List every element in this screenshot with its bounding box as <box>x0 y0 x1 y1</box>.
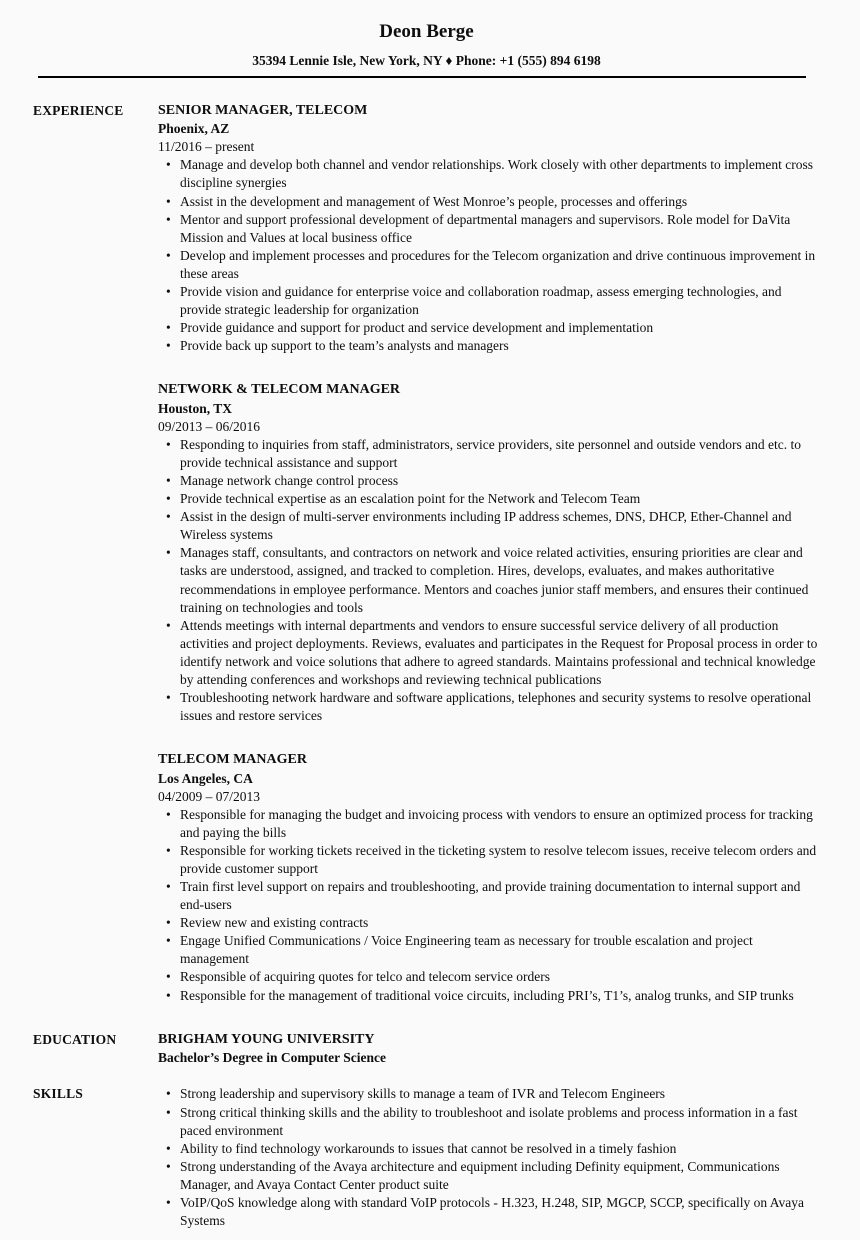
contact-line: 35394 Lennie Isle, New York, NY ♦ Phone: +1 (555) 894 6198 <box>252 52 601 68</box>
job-bullet: • Provide technical expertise as an escalation point for the Network and Telecom Team <box>158 490 820 508</box>
header-divider <box>38 76 806 78</box>
job-title: TELECOM MANAGER <box>158 752 307 768</box>
job-dates: 11/2016 – present <box>158 139 255 155</box>
job-bullet: • Attends meetings with internal departments and vendors to ensure successful service delivery of all production activities and project deployments. Reviews, evaluates and participates in the Request for Proposal process in order to identify network and voice solutions that adhere to agreed standards. Maintains professional and technical knowledge by attending conferences and workshops and reviewing technical publications <box>158 617 820 689</box>
job-entry <box>158 751 820 1004</box>
job-bullet-list <box>158 806 820 1005</box>
job-bullet-list <box>158 436 820 725</box>
education-school: BRIGHAM YOUNG UNIVERSITY <box>158 1031 375 1047</box>
job-entry <box>158 381 820 725</box>
job-bullet: • Manage and develop both channel and vendor relationships. Work closely with other departments to implement cross discipline synergies <box>158 156 820 192</box>
skills-bullet-list <box>158 1085 820 1230</box>
skill-bullet: • Strong understanding of the Avaya architecture and equipment including Definity equipment, Communications Manager, and Avaya Contact Center product suite <box>158 1158 820 1194</box>
job-bullet: • Responsible for managing the budget and invoicing process with vendors to ensure an optimized process for tracking and paying the bills <box>158 806 820 842</box>
education-label: EDUCATION <box>33 1031 117 1047</box>
experience-label: EXPERIENCE <box>33 102 124 118</box>
job-bullet: • Review new and existing contracts <box>158 914 820 932</box>
job-bullet-list <box>158 156 820 355</box>
skills-label: SKILLS <box>33 1086 83 1102</box>
job-title: NETWORK & TELECOM MANAGER <box>158 382 401 398</box>
skill-bullet: • Strong critical thinking skills and the ability to troubleshoot and isolate problems and process information in a fast paced environment <box>158 1104 820 1140</box>
job-entry <box>158 102 820 355</box>
job-bullet: • Provide back up support to the team’s analysts and managers <box>158 337 820 355</box>
job-bullet: • Responsible for the management of traditional voice circuits, including PRI’s, T1’s, analog trunks, and SIP trunks <box>158 987 820 1005</box>
job-location: Phoenix, AZ <box>158 121 230 137</box>
skills-content <box>158 1085 820 1230</box>
job-bullet: • Manages staff, consultants, and contractors on network and voice related activities, ensuring priorities are clear and tasks are understood, assigned, and tracked to completion. Hires, develops, evaluates, and makes authoritative recommendations in employee performance. Mentors and coaches junior staff members, and ensures their continued training on technologies and tools <box>158 544 820 616</box>
job-bullet: • Troubleshooting network hardware and software applications, telephones and security systems to resolve operational issues and restore services <box>158 689 820 725</box>
education-degree: Bachelor’s Degree in Computer Science <box>158 1050 386 1066</box>
education-content <box>158 1031 820 1068</box>
job-bullet: • Develop and implement processes and procedures for the Telecom organization and drive continuous improvement in these areas <box>158 247 820 283</box>
job-bullet: • Responsible of acquiring quotes for telco and telecom service orders <box>158 968 820 986</box>
section-experience <box>33 102 820 1005</box>
job-bullet: • Assist in the development and management of West Monroe’s people, processes and offerings <box>158 193 820 211</box>
job-bullet: • Engage Unified Communications / Voice Engineering team as necessary for trouble escalation and project management <box>158 932 820 968</box>
job-bullet: • Provide guidance and support for product and service development and implementation <box>158 319 820 337</box>
section-education <box>33 1031 820 1068</box>
job-bullet: • Assist in the design of multi-server environments including IP address schemes, DNS, DHCP, Ether-Channel and Wireless systems <box>158 508 820 544</box>
job-bullet: • Train first level support on repairs and troubleshooting, and provide training documentation to internal support and end-users <box>158 878 820 914</box>
section-skills <box>33 1085 820 1230</box>
job-bullet: • Responding to inquiries from staff, administrators, service providers, site personnel and outside vendors and etc. to provide technical assistance and support <box>158 436 820 472</box>
skill-bullet: • Ability to find technology workarounds to issues that cannot be resolved in a timely fashion <box>158 1140 820 1158</box>
job-dates: 09/2013 – 06/2016 <box>158 418 261 434</box>
job-title: SENIOR MANAGER, TELECOM <box>158 102 368 118</box>
person-name: Deon Berge <box>379 21 474 42</box>
job-bullet: • Provide vision and guidance for enterprise voice and collaboration roadmap, assess emerging technologies, and provide strategic leadership for organization <box>158 283 820 319</box>
skill-bullet: • VoIP/QoS knowledge along with standard VoIP protocols - H.323, H.248, SIP, MGCP, SCCP, specifically on Avaya Systems <box>158 1194 820 1230</box>
job-bullet: • Mentor and support professional development of departmental managers and supervisors. Role model for DaVita Mission and Values at local business office <box>158 211 820 247</box>
job-dates: 04/2009 – 07/2013 <box>158 788 261 804</box>
job-location: Houston, TX <box>158 400 233 416</box>
experience-content <box>158 102 820 1005</box>
resume-header <box>33 20 820 70</box>
job-bullet: • Responsible for working tickets received in the ticketing system to resolve telecom issues, receive telecom orders and provide customer support <box>158 842 820 878</box>
job-location: Los Angeles, CA <box>158 770 253 786</box>
skill-bullet: • Strong leadership and supervisory skills to manage a team of IVR and Telecom Engineers <box>158 1085 820 1103</box>
job-bullet: • Manage network change control process <box>158 472 820 490</box>
